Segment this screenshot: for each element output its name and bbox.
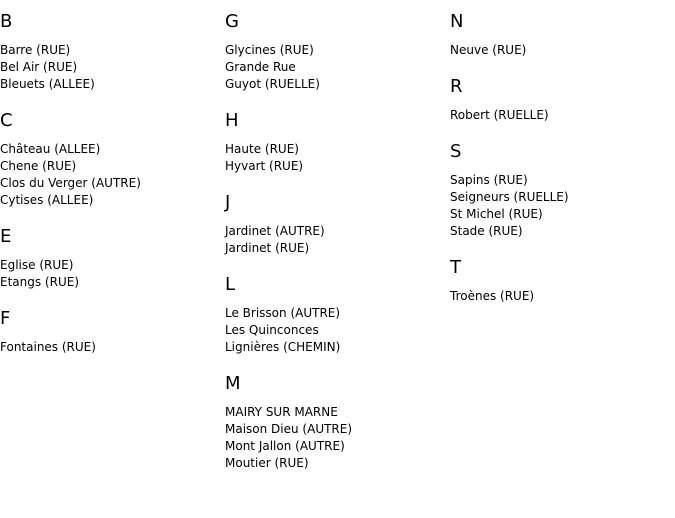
street-link[interactable]: Jardinet (RUE) [225, 241, 310, 255]
street-list [450, 172, 670, 240]
street-list [450, 288, 670, 305]
letter-group-b [0, 11, 220, 93]
street-list [225, 141, 445, 175]
street-link[interactable]: Neuve (RUE) [450, 43, 527, 57]
street-link[interactable]: Clos du Verger (AUTRE) [0, 176, 141, 190]
index-column [450, 11, 670, 322]
street-list [0, 141, 220, 209]
letter-heading: S [450, 141, 462, 162]
street-list [225, 223, 445, 257]
street-link[interactable]: Jardinet (AUTRE) [225, 224, 325, 238]
letter-heading: J [225, 192, 231, 213]
letter-group-r [450, 76, 670, 124]
letter-heading: G [225, 11, 239, 32]
street-link[interactable]: Glycines (RUE) [225, 43, 314, 57]
street-link[interactable]: Chene (RUE) [0, 159, 77, 173]
letter-heading: C [0, 110, 13, 131]
street-list [225, 42, 445, 93]
street-link[interactable]: Etangs (RUE) [0, 275, 79, 289]
street-link[interactable]: Robert (RUELLE) [450, 108, 549, 122]
index-column [225, 11, 445, 489]
letter-group-e [0, 226, 220, 291]
street-link[interactable]: Cytises (ALLEE) [0, 193, 94, 207]
letter-heading: L [225, 274, 236, 295]
street-list [0, 339, 220, 356]
street-link[interactable]: Fontaines (RUE) [0, 340, 96, 354]
street-link[interactable]: St Michel (RUE) [450, 207, 543, 221]
street-link[interactable]: Grande Rue [225, 60, 296, 74]
street-link[interactable]: Guyot (RUELLE) [225, 77, 320, 91]
street-link[interactable]: Hyvart (RUE) [225, 159, 304, 173]
letter-group-m [225, 373, 445, 472]
letter-group-l [225, 274, 445, 356]
letter-group-h [225, 110, 445, 175]
street-link[interactable]: Bleuets (ALLEE) [0, 77, 95, 91]
letter-heading: H [225, 110, 239, 131]
street-link[interactable]: Mont Jallon (AUTRE) [225, 439, 345, 453]
index-column [0, 11, 220, 373]
letter-heading: E [0, 226, 12, 247]
street-link[interactable]: Moutier (RUE) [225, 456, 309, 470]
letter-group-j [225, 192, 445, 257]
street-link[interactable]: Lignières (CHEMIN) [225, 340, 341, 354]
street-list [225, 305, 445, 356]
letter-heading: T [450, 257, 461, 278]
letter-heading: N [450, 11, 464, 32]
street-list [450, 107, 670, 124]
street-list [225, 404, 445, 472]
letter-heading: M [225, 373, 241, 394]
letter-group-s [450, 141, 670, 240]
street-link[interactable]: Troènes (RUE) [450, 289, 535, 303]
street-link[interactable]: Eglise (RUE) [0, 258, 74, 272]
letter-group-c [0, 110, 220, 209]
street-link[interactable]: Les Quinconces [225, 323, 319, 337]
street-link[interactable]: MAIRY SUR MARNE [225, 405, 338, 419]
letter-heading: R [450, 76, 463, 97]
street-link[interactable]: Haute (RUE) [225, 142, 299, 156]
street-link[interactable]: Maison Dieu (AUTRE) [225, 422, 353, 436]
street-link[interactable]: Stade (RUE) [450, 224, 523, 238]
street-link[interactable]: Seigneurs (RUELLE) [450, 190, 569, 204]
street-link[interactable]: Bel Air (RUE) [0, 60, 78, 74]
letter-group-g [225, 11, 445, 93]
street-list [0, 42, 220, 93]
street-list [450, 42, 670, 59]
street-link[interactable]: Sapins (RUE) [450, 173, 528, 187]
letter-group-t [450, 257, 670, 305]
letter-heading: F [0, 308, 11, 329]
letter-heading: B [0, 11, 13, 32]
street-link[interactable]: Château (ALLEE) [0, 142, 101, 156]
street-list [0, 257, 220, 291]
letter-group-n [450, 11, 670, 59]
street-link[interactable]: Le Brisson (AUTRE) [225, 306, 341, 320]
letter-group-f [0, 308, 220, 356]
street-link[interactable]: Barre (RUE) [0, 43, 71, 57]
